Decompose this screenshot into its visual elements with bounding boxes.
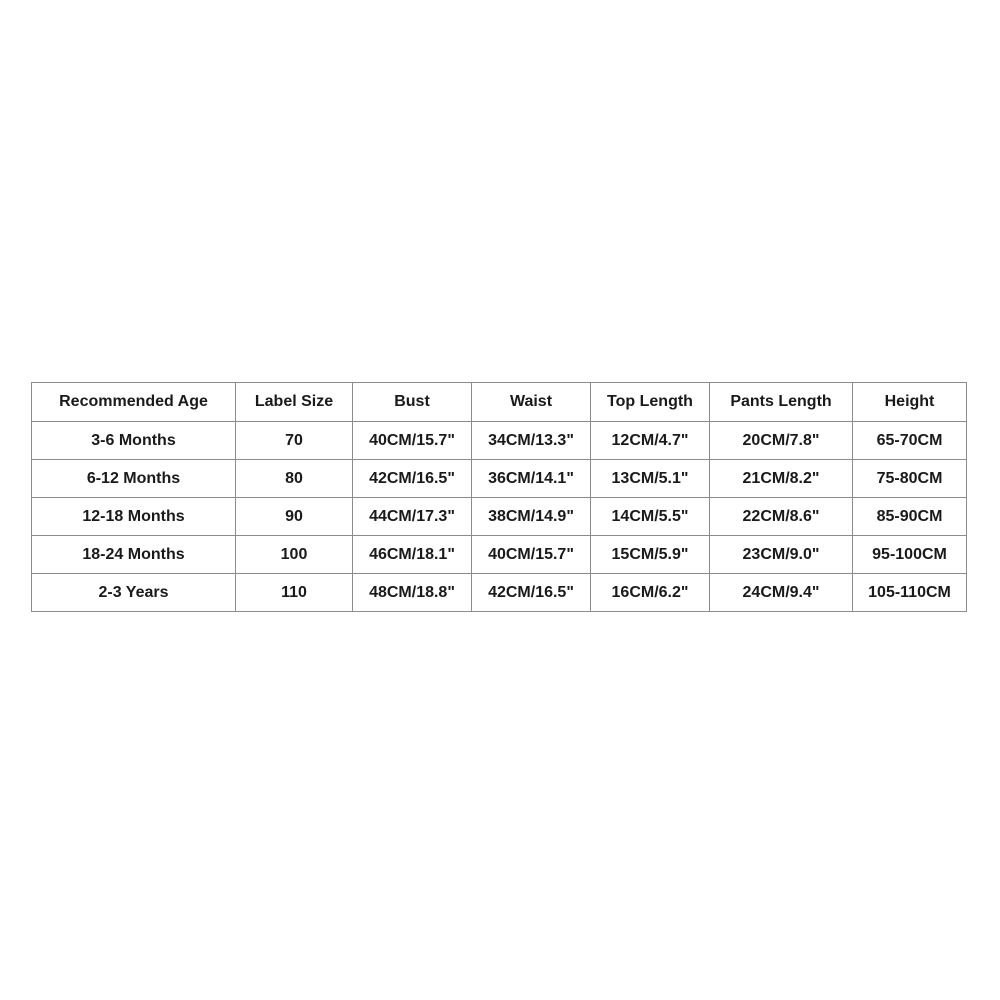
header-height: Height: [853, 383, 967, 422]
header-bust: Bust: [353, 383, 472, 422]
cell-label-size: 90: [236, 498, 353, 536]
cell-waist: 42CM/16.5": [472, 574, 591, 612]
cell-pants-length: 23CM/9.0": [710, 536, 853, 574]
table-row: [32, 422, 967, 460]
cell-pants-length: 24CM/9.4": [710, 574, 853, 612]
cell-pants-length: 20CM/7.8": [710, 422, 853, 460]
cell-label-size: 80: [236, 460, 353, 498]
cell-recommended-age: 3-6 Months: [32, 422, 236, 460]
cell-recommended-age: 12-18 Months: [32, 498, 236, 536]
cell-height: 65-70CM: [853, 422, 967, 460]
cell-bust: 40CM/15.7": [353, 422, 472, 460]
table-row: [32, 536, 967, 574]
cell-height: 75-80CM: [853, 460, 967, 498]
cell-label-size: 70: [236, 422, 353, 460]
header-recommended-age: Recommended Age: [32, 383, 236, 422]
cell-bust: 42CM/16.5": [353, 460, 472, 498]
cell-top-length: 14CM/5.5": [591, 498, 710, 536]
cell-waist: 38CM/14.9": [472, 498, 591, 536]
table-row: [32, 460, 967, 498]
header-top-length: Top Length: [591, 383, 710, 422]
cell-recommended-age: 6-12 Months: [32, 460, 236, 498]
cell-waist: 40CM/15.7": [472, 536, 591, 574]
cell-bust: 46CM/18.1": [353, 536, 472, 574]
table-row: [32, 574, 967, 612]
table-row: [32, 498, 967, 536]
cell-top-length: 15CM/5.9": [591, 536, 710, 574]
cell-waist: 34CM/13.3": [472, 422, 591, 460]
cell-label-size: 100: [236, 536, 353, 574]
cell-waist: 36CM/14.1": [472, 460, 591, 498]
size-chart-table: [31, 382, 967, 612]
cell-label-size: 110: [236, 574, 353, 612]
table-header-row: [32, 383, 967, 422]
cell-recommended-age: 2-3 Years: [32, 574, 236, 612]
cell-height: 95-100CM: [853, 536, 967, 574]
cell-top-length: 13CM/5.1": [591, 460, 710, 498]
header-waist: Waist: [472, 383, 591, 422]
cell-bust: 48CM/18.8": [353, 574, 472, 612]
cell-top-length: 16CM/6.2": [591, 574, 710, 612]
cell-pants-length: 22CM/8.6": [710, 498, 853, 536]
cell-height: 105-110CM: [853, 574, 967, 612]
header-pants-length: Pants Length: [710, 383, 853, 422]
cell-recommended-age: 18-24 Months: [32, 536, 236, 574]
cell-pants-length: 21CM/8.2": [710, 460, 853, 498]
header-label-size: Label Size: [236, 383, 353, 422]
cell-bust: 44CM/17.3": [353, 498, 472, 536]
cell-top-length: 12CM/4.7": [591, 422, 710, 460]
cell-height: 85-90CM: [853, 498, 967, 536]
